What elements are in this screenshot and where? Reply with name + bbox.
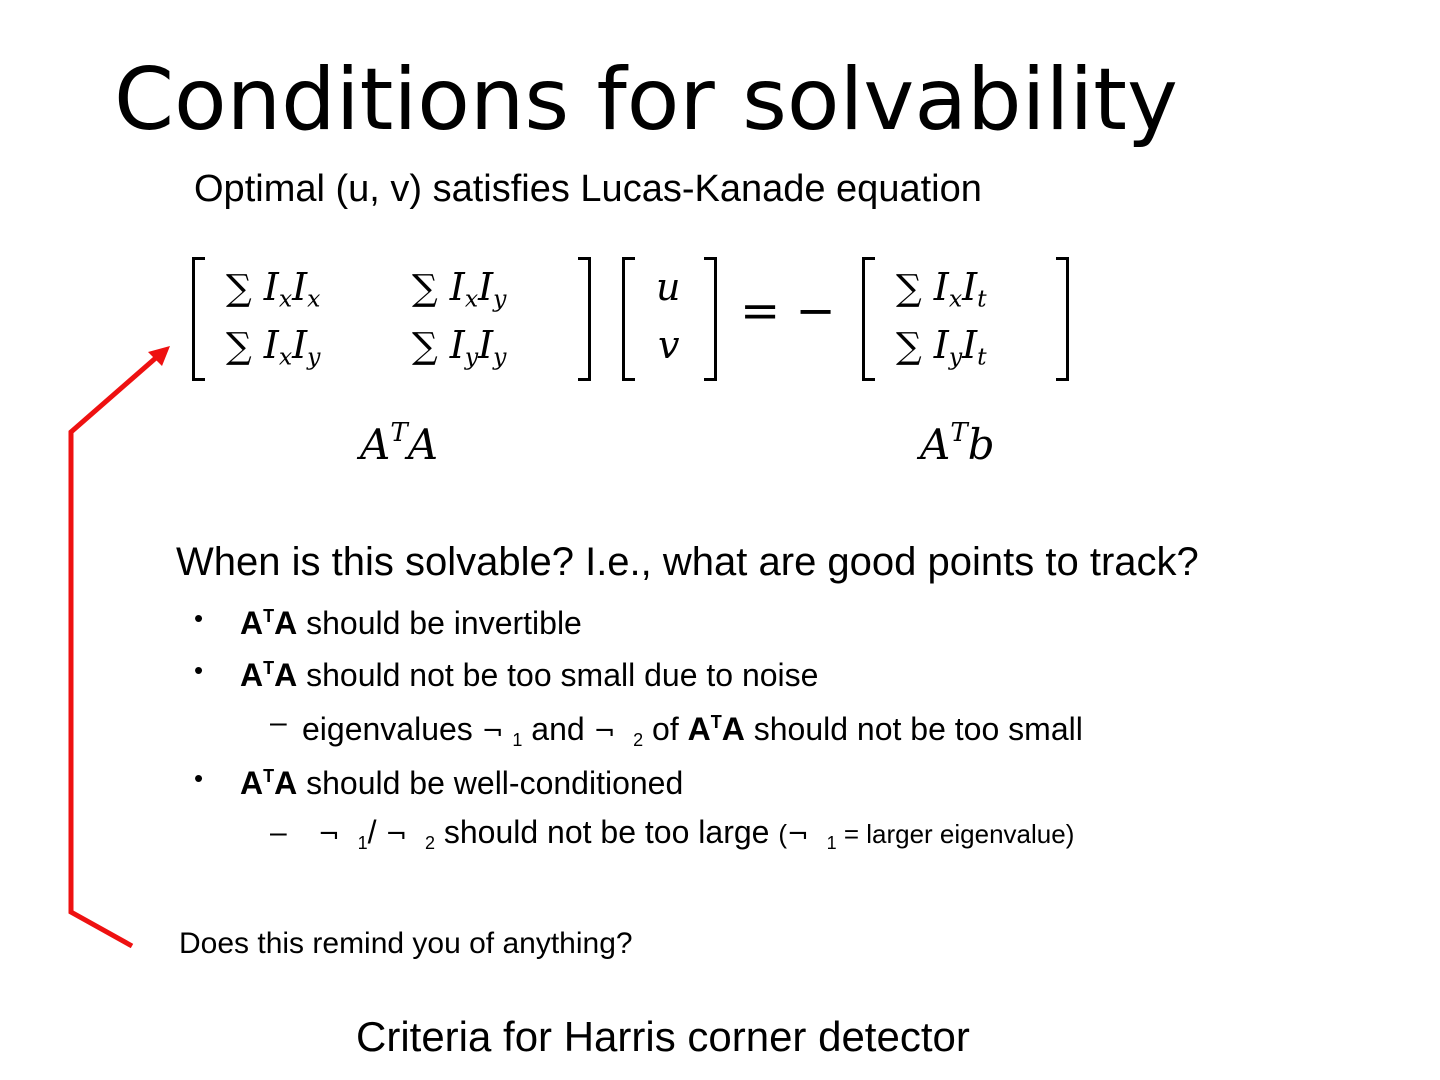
matrix-cell-12: ∑ $I_xI_y$ [412, 265, 507, 313]
matrix-cell-21: ∑ $I_xI_y$ [226, 323, 321, 371]
bullet-well-conditioned: $A^TA$ should be well-conditioned [240, 765, 684, 801]
label-atb: $A^Tb$ [920, 418, 995, 470]
bullet-invertible: $A^TA$ should be invertible [240, 605, 582, 641]
solvability-question: When is this solvable? I.e., what are good points to track? [176, 540, 1199, 584]
sub-bullet-dash: – [270, 816, 287, 849]
vector-v: v [658, 323, 680, 367]
bullet-dot: • [194, 763, 204, 793]
matrix-cell-22: ∑ $I_yI_y$ [412, 323, 507, 371]
sub-bullet-dash: – [270, 706, 287, 739]
bullet-not-too-small: $A^TA$ should not be too small due to noise [240, 657, 819, 693]
subtitle: Optimal (u, v) satisfies Lucas-Kanade equation [194, 168, 982, 210]
rhs-cell-2: ∑ $I_yI_t$ [896, 323, 987, 371]
slide-title: Conditions for solvability [114, 50, 1178, 150]
reminder-question: Does this remind you of anything? [179, 927, 633, 960]
harris-criteria: Criteria for Harris corner detector [356, 1013, 970, 1060]
bullet-dot: • [194, 655, 204, 685]
bullet-dot: • [194, 603, 204, 633]
vector-u: u [656, 265, 681, 309]
label-ata: $A^TA$ [360, 418, 439, 470]
rhs-cell-1: ∑ $I_xI_t$ [896, 265, 987, 313]
sub-bullet-eigenvalues: eigenvalues ¬ 1 and ¬ 2 of $A^TA$ should not be too small [302, 711, 1083, 750]
sub-bullet-ratio: ¬ 1/ ¬ 2 should not be too large (¬ 1 = larger eigenvalue) [318, 814, 1075, 853]
matrix-cell-11: ∑ $I_xI_x$ [226, 265, 321, 313]
equals-minus: = − [740, 283, 836, 339]
